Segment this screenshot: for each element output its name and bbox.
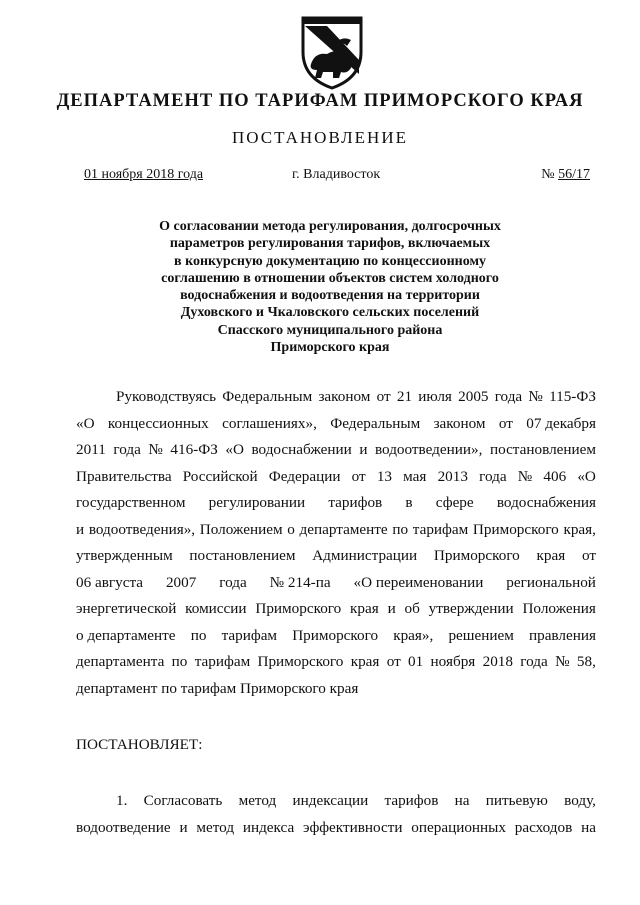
word: правления <box>528 626 596 644</box>
word: № <box>555 653 570 670</box>
word: регулировании <box>208 494 306 511</box>
word: Положения <box>522 600 596 617</box>
word: тарифов <box>384 792 439 809</box>
word: 2018 <box>482 653 513 670</box>
word: 406 <box>543 467 567 485</box>
word: по <box>171 653 188 670</box>
document-type: ПОСТАНОВЛЕНИЕ <box>231 128 408 147</box>
word: от <box>498 414 513 432</box>
word: 2005 <box>458 388 489 405</box>
department-title: ДЕПАРТАМЕНТ ПО ТАРИФАМ ПРИМОРСКОГО КРАЯ <box>56 91 584 111</box>
preamble-line <box>76 570 596 597</box>
document-number <box>541 167 590 183</box>
word: законом <box>433 414 486 432</box>
word: водоотведении», <box>374 441 483 458</box>
word: № <box>517 467 533 485</box>
preamble-line <box>76 596 596 623</box>
word: от <box>351 467 366 485</box>
document-subject <box>120 218 540 356</box>
subject-line: О согласовании метода регулирования, долгосрочных <box>159 219 501 234</box>
word: Согласовать <box>143 792 223 809</box>
word: № <box>528 388 543 405</box>
word: концессионных <box>107 414 209 432</box>
preamble-paragraph <box>76 384 596 702</box>
subject-line: в конкурсную документацию по концессионному <box>174 253 486 269</box>
word: 01 <box>408 653 424 670</box>
word: ноября <box>430 653 476 670</box>
word: индексации <box>292 792 369 809</box>
word: края», <box>393 626 434 644</box>
word: от <box>376 388 391 405</box>
subject-line: Духовского и Чкаловского сельских поселений <box>180 305 480 321</box>
word: Приморского <box>255 600 342 617</box>
word: «О <box>76 414 95 432</box>
word: энергетической <box>76 600 177 617</box>
preamble-line <box>76 384 596 411</box>
subject-line: водоснабжения и водоотведения на территории <box>180 288 480 304</box>
word: и <box>76 520 85 538</box>
document-place: г. Владивосток <box>292 167 381 182</box>
word: 115-ФЗ <box>549 388 596 405</box>
word: утвержденным <box>76 547 173 564</box>
word: утверждении <box>428 600 514 617</box>
word: по <box>392 520 409 538</box>
word: по <box>190 626 207 644</box>
item-line <box>76 788 596 815</box>
word: решением <box>448 626 514 644</box>
word: года <box>520 653 548 670</box>
word: Администрации <box>312 547 418 564</box>
subject-line: параметров регулирования тарифов, включаемых <box>169 236 491 252</box>
word: от <box>581 547 596 564</box>
word: края <box>350 600 379 617</box>
word: Приморского <box>472 520 559 538</box>
number-value: 56/17 <box>558 167 590 182</box>
word: тарифам <box>221 626 278 644</box>
word: и <box>359 441 368 458</box>
word: тарифов <box>328 494 383 511</box>
word: Приморского <box>257 653 344 670</box>
word: водоснабжении <box>251 441 352 458</box>
word: на <box>454 792 470 809</box>
word: водоснабжения <box>496 494 596 511</box>
word: индекса <box>242 818 295 836</box>
word: региональной <box>506 573 596 591</box>
resolution-item-1 <box>76 788 596 841</box>
word: Федеральным <box>222 388 313 405</box>
word: департамента <box>76 653 165 670</box>
resolve-heading: ПОСТАНОВЛЯЕТ: <box>76 736 203 753</box>
word: 2013 <box>437 467 468 485</box>
word: соглашениях», <box>222 414 317 432</box>
word: «О <box>225 441 244 458</box>
word: воду, <box>564 792 596 809</box>
word: водоотведение <box>76 818 171 836</box>
word: 21 <box>396 388 413 405</box>
word: департаменте <box>299 520 388 538</box>
word: о департаменте <box>76 626 176 644</box>
word: Федеральным <box>330 414 421 432</box>
word: 416-ФЗ <box>170 441 218 458</box>
word: расходов <box>514 818 573 836</box>
word: 2011 <box>76 441 106 458</box>
word: 13 <box>376 467 393 485</box>
word: операционных <box>411 818 506 836</box>
word: эффективности <box>303 818 403 836</box>
document-date: 01 ноября 2018 года <box>84 167 204 182</box>
word: комиссии <box>185 600 247 617</box>
subject-line: Приморского края <box>270 340 390 356</box>
word: Положением <box>199 520 283 538</box>
word: мая <box>403 467 427 485</box>
preamble-line <box>76 411 596 438</box>
subject-line: Спасского муниципального района <box>217 322 443 338</box>
word: Руководствуясь <box>116 388 217 405</box>
word: тарифам <box>412 520 469 538</box>
word: «О переименовании <box>353 573 484 591</box>
word: метод <box>196 818 235 836</box>
word: и <box>387 600 396 617</box>
subject-line: соглашению в отношении объектов систем холодного <box>161 270 499 286</box>
primorsky-krai-coat-of-arms-icon <box>297 12 367 92</box>
word: в <box>405 494 413 511</box>
preamble-line <box>76 490 596 517</box>
word: законом <box>318 388 371 405</box>
word: Приморского <box>292 626 379 644</box>
word: питьевую <box>485 792 548 809</box>
preamble-line <box>76 623 596 650</box>
word: № <box>148 441 163 458</box>
item-line <box>76 815 596 842</box>
number-prefix: № <box>541 167 555 182</box>
word: Правительства <box>76 467 172 485</box>
word: от <box>386 653 401 670</box>
word: и <box>179 818 188 836</box>
word: года <box>479 467 507 485</box>
word: 58, <box>576 653 596 670</box>
word: Российской <box>182 467 258 485</box>
word: метод <box>238 792 277 809</box>
word: постановлением <box>189 547 296 564</box>
word: «О <box>577 467 596 485</box>
word: об <box>404 600 420 617</box>
word: 1. <box>116 792 128 809</box>
word: сфере <box>435 494 474 511</box>
preamble-line <box>76 543 596 570</box>
word: Федерации <box>268 467 341 485</box>
word: 2007 <box>165 573 197 591</box>
word: июля <box>418 388 452 405</box>
word: на <box>581 818 596 836</box>
preamble-last-line: департамент по тарифам Приморского края <box>76 679 359 697</box>
word: водоотведения», <box>88 520 196 538</box>
word: 06 августа <box>76 573 144 591</box>
word: края <box>350 653 380 670</box>
word: постановлением <box>489 441 596 458</box>
word: года <box>113 441 141 458</box>
word: края, <box>563 520 596 538</box>
word: тарифам <box>194 653 251 670</box>
preamble-line <box>76 464 596 491</box>
word: края <box>536 547 566 564</box>
word: 07 декабря <box>526 414 596 432</box>
preamble-line <box>76 437 596 464</box>
preamble-line <box>76 517 596 544</box>
word: года <box>494 388 523 405</box>
word: государственном <box>76 494 186 511</box>
preamble-line <box>76 649 596 676</box>
word: о <box>287 520 295 538</box>
word: года <box>219 573 247 591</box>
word: № 214-па <box>269 573 331 591</box>
word: Приморского <box>433 547 520 564</box>
